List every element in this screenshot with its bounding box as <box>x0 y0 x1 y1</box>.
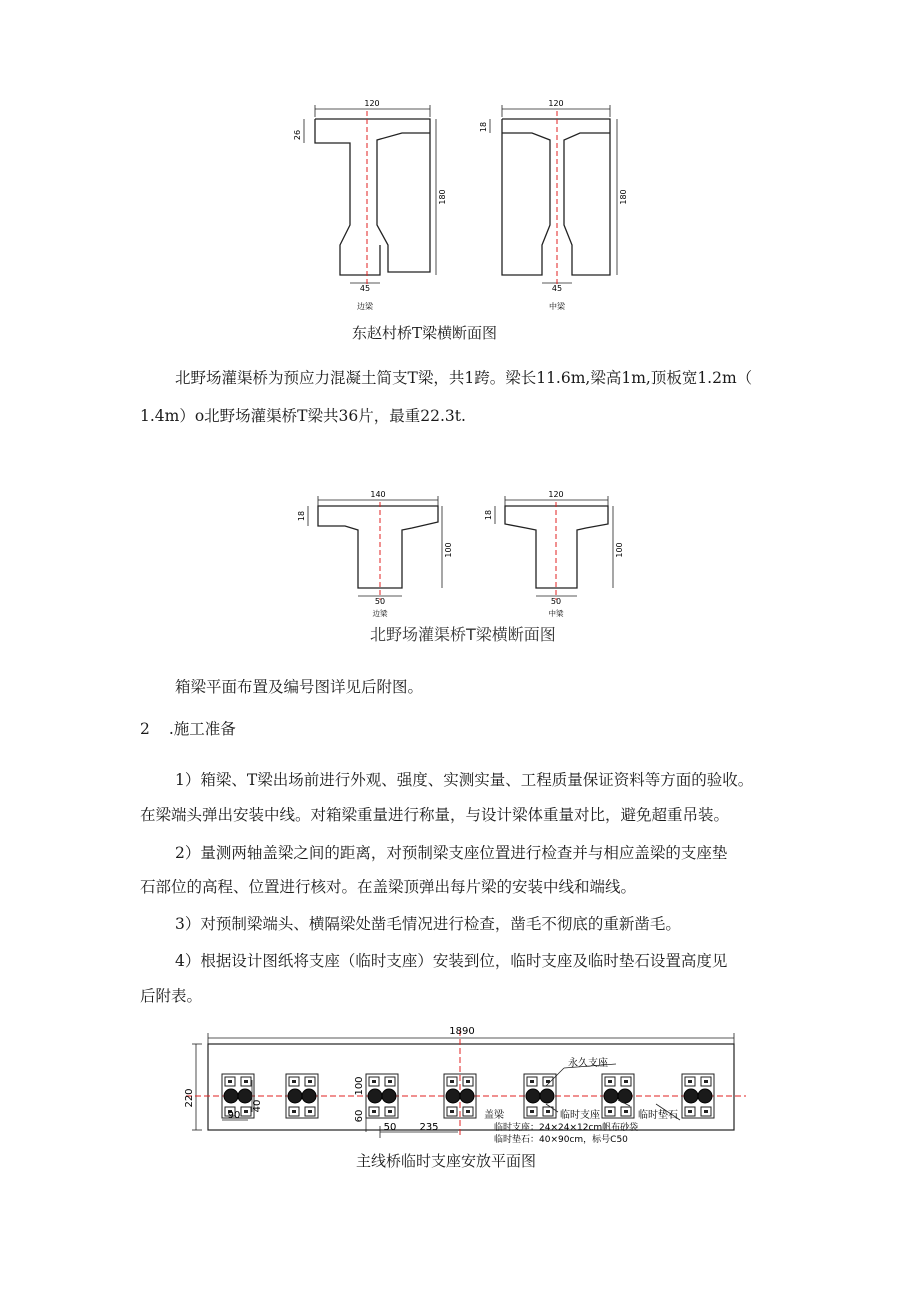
temp-support-core <box>466 1110 470 1113</box>
temp-support-core <box>388 1080 392 1083</box>
temp-support-core <box>688 1110 692 1113</box>
label-temp-pad: 临时垫石 <box>638 1110 678 1121</box>
permanent-bearing <box>224 1089 238 1103</box>
para2: 箱梁平面布置及编号图详见后附图。 <box>175 678 424 696</box>
temp-support-core <box>546 1110 550 1113</box>
permanent-bearing <box>604 1089 618 1103</box>
dim-235: 235 <box>419 1122 439 1133</box>
temp-support-core <box>688 1080 692 1083</box>
permanent-bearing <box>460 1089 474 1103</box>
fig2-caption: 北野场灌渠桥T梁横断面图 <box>370 625 556 644</box>
item4-line1: 4）根据设计图纸将支座（临时支座）安装到位，临时支座及临时垫石设置高度见 <box>175 952 728 970</box>
fig1-caption: 东赵村桥T梁横断面图 <box>352 324 498 342</box>
middle-height-dim-2: 100 <box>615 542 624 558</box>
middle-beam-section-2 <box>495 496 613 596</box>
permanent-bearing <box>540 1089 554 1103</box>
permanent-bearing <box>446 1089 460 1103</box>
temp-support-core <box>466 1080 470 1083</box>
note-temp-support: 临时支座：24×24×12cm帆布砂袋 <box>494 1123 639 1133</box>
edge-flange-dim: 26 <box>293 129 302 141</box>
para1-line2: 1.4m）o北野场灌渠桥T梁共36片，最重22.3t. <box>140 407 466 425</box>
temp-support-core <box>308 1080 312 1083</box>
dim-40: 40 <box>252 1099 263 1113</box>
support-unit <box>366 1074 398 1118</box>
temp-support-core <box>608 1080 612 1083</box>
dim-total: 1890 <box>449 1026 475 1037</box>
middle-bottom-dim-2: 50 <box>550 597 562 606</box>
temp-support-core <box>704 1110 708 1113</box>
label-cap-beam: 盖梁 <box>484 1110 504 1121</box>
middle-top-width-2: 120 <box>548 490 564 499</box>
figure-temp-support-plan <box>186 1020 746 1148</box>
section2-title: .施工准备 <box>168 720 236 738</box>
note-temp-pad: 临时垫石：40×90cm，标号C50 <box>494 1135 628 1145</box>
temp-support-core <box>624 1080 628 1083</box>
edge-beam-section <box>304 105 436 283</box>
temp-support-core <box>624 1110 628 1113</box>
edge-beam-label-2: 边梁 <box>372 609 388 618</box>
permanent-bearing <box>698 1089 712 1103</box>
temp-support-core <box>388 1110 392 1113</box>
temp-support-core <box>372 1080 376 1083</box>
edge-top-width: 120 <box>364 99 380 108</box>
edge-height-dim: 180 <box>438 189 447 205</box>
middle-beam-label-2: 中梁 <box>548 609 564 618</box>
support-unit <box>602 1074 634 1118</box>
dim-50: 50 <box>383 1122 397 1133</box>
edge-flange-dim-2: 18 <box>297 510 306 522</box>
middle-flange-dim-2: 18 <box>484 509 493 521</box>
figure-beiyechang-t-beam <box>290 488 630 618</box>
permanent-bearing <box>684 1089 698 1103</box>
item1-line2: 在梁端头弹出安装中线。对箱梁重量进行称量，与设计梁体重量对比，避免超重吊装。 <box>140 806 730 824</box>
temp-support-core <box>450 1080 454 1083</box>
temp-support-core <box>292 1080 296 1083</box>
dim-height: 220 <box>184 1088 195 1108</box>
permanent-bearing <box>368 1089 382 1103</box>
edge-beam-section-2 <box>308 496 442 596</box>
middle-bottom-dim: 45 <box>551 284 563 293</box>
temp-support-core <box>372 1110 376 1113</box>
fig3-caption: 主线桥临时支座安放平面图 <box>356 1152 537 1170</box>
edge-top-width-2: 140 <box>370 490 386 499</box>
edge-height-dim-2: 100 <box>444 542 453 558</box>
temp-support-core <box>244 1080 248 1083</box>
permanent-bearing <box>302 1089 316 1103</box>
item1-line1: 1）箱梁、T梁出场前进行外观、强度、实测实量、工程质量保证资料等方面的验收。 <box>175 771 754 789</box>
support-unit <box>682 1074 714 1118</box>
temp-support-core <box>450 1110 454 1113</box>
temp-support-core <box>530 1110 534 1113</box>
temp-support-core <box>292 1110 296 1113</box>
label-permanent-support: 永久支座 <box>568 1058 608 1069</box>
dim-90: 90 <box>227 1110 241 1121</box>
item2-line1: 2）量测两轴盖梁之间的距离，对预制梁支座位置进行检查并与相应盖梁的支座垫 <box>175 844 728 862</box>
dim-100: 100 <box>354 1076 365 1096</box>
item3: 3）对预制梁端头、横隔梁处凿毛情况进行检查，凿毛不彻底的重新凿毛。 <box>175 915 681 933</box>
edge-beam-label: 边梁 <box>357 302 373 311</box>
permanent-bearing <box>382 1089 396 1103</box>
middle-flange-dim: 18 <box>479 121 488 133</box>
middle-beam-label: 中梁 <box>549 302 565 311</box>
temp-support-core <box>530 1080 534 1083</box>
permanent-bearing <box>526 1089 540 1103</box>
section2-heading <box>140 714 236 744</box>
middle-height-dim: 180 <box>619 189 628 205</box>
temp-support-core <box>228 1080 232 1083</box>
permanent-bearing <box>288 1089 302 1103</box>
temp-support-core <box>704 1080 708 1083</box>
dim-60: 60 <box>354 1109 365 1123</box>
permanent-bearing <box>238 1089 252 1103</box>
temp-support-core <box>608 1110 612 1113</box>
temp-support-core <box>308 1110 312 1113</box>
edge-bottom-dim: 45 <box>359 284 371 293</box>
label-temp-support: 临时支座 <box>560 1110 600 1121</box>
figure-dongzhaocun-t-beam <box>280 95 640 320</box>
temp-support-core <box>244 1110 248 1113</box>
middle-top-width: 120 <box>548 99 564 108</box>
support-unit <box>286 1074 318 1118</box>
para1-line1: 北野场灌渠桥为预应力混凝土简支T梁，共1跨。梁长11.6m,梁高1m,顶板宽1.2m（ <box>175 369 753 387</box>
item2-line2: 石部位的高程、位置进行核对。在盖梁顶弹出每片梁的安装中线和端线。 <box>140 878 637 896</box>
edge-bottom-dim-2: 50 <box>374 597 386 606</box>
middle-beam-section <box>490 105 617 283</box>
item4-line2: 后附表。 <box>140 987 203 1005</box>
section2-number: 2 <box>140 720 150 738</box>
